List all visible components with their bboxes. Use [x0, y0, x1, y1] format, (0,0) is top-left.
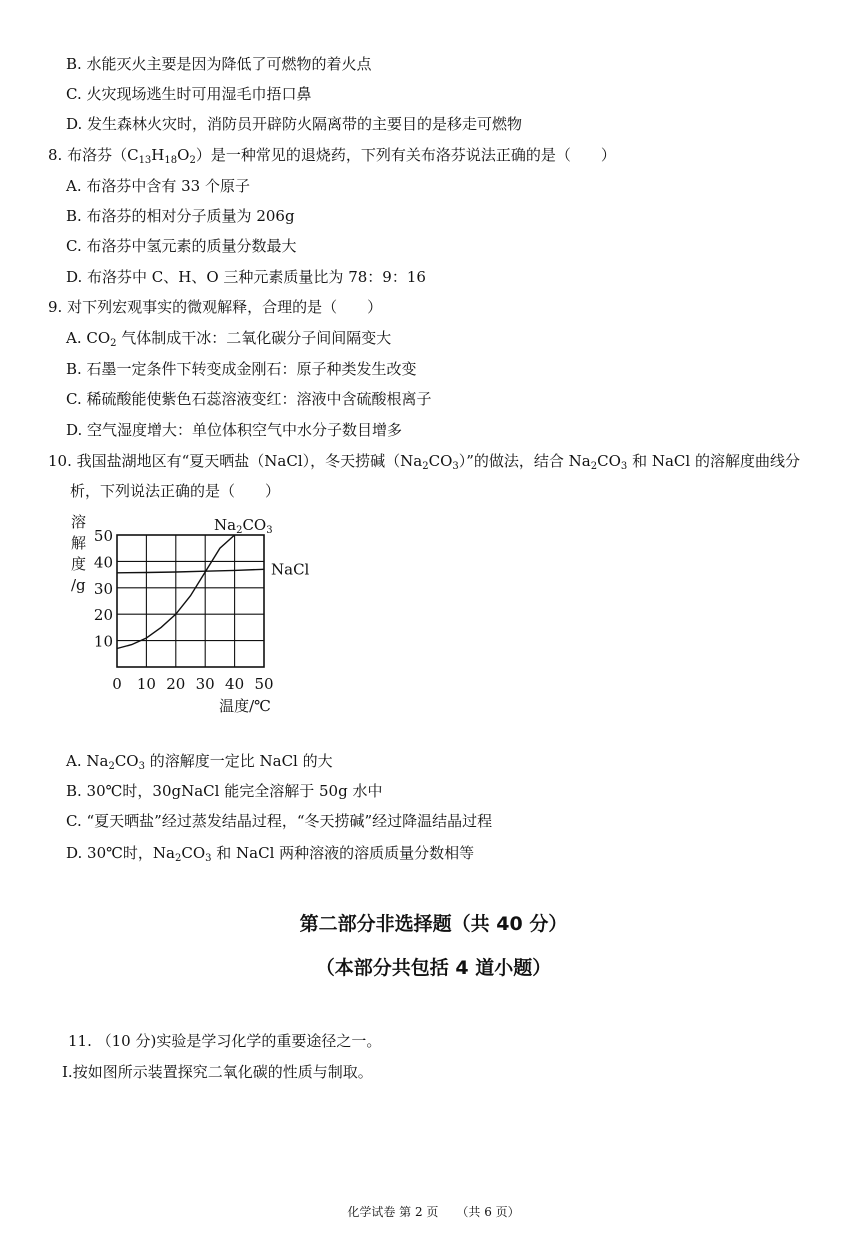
q10-option-c: C. “夏天晒盐”经过蒸发结晶过程，“冬天捞碱”经过降温结晶过程 — [66, 812, 493, 830]
y-axis-label-char: 溶 — [71, 513, 87, 531]
plot-frame — [117, 535, 264, 667]
y-tick-label: 20 — [93, 606, 113, 625]
q8-option-b: B. 布洛芬的相对分子质量为 206g — [66, 207, 295, 225]
q8-option-c: C. 布洛芬中氢元素的质量分数最大 — [66, 237, 297, 255]
q10-option-d: D. 30℃时，$Na_2CO_3$ 和 NaCl 两种溶液的溶质质量分数相等 — [66, 844, 475, 864]
q7-option-c: C. 火灾现场逃生时可用湿毛巾捂口鼻 — [66, 85, 312, 103]
y-axis-label-char: 解 — [71, 534, 87, 552]
y-tick-label: 50 — [93, 527, 113, 545]
q9-option-c: C. 稀硫酸能使紫色石蕊溶液变红：溶液中含硫酸根离子 — [66, 390, 432, 408]
nacl-curve — [117, 569, 264, 573]
y-tick-label: 10 — [93, 632, 113, 651]
x-axis-label: 温度/℃ — [219, 697, 271, 715]
x-tick-label: 30 — [195, 675, 215, 693]
series-label-nacl: NaCl — [271, 560, 310, 579]
q9-option-d: D. 空气湿度增大：单位体积空气中水分子数目增多 — [66, 421, 403, 439]
x-tick-label: 10 — [136, 675, 156, 693]
q7-option-d: D. 发生森林火灾时，消防员开辟防火隔离带的主要目的是移走可燃物 — [66, 115, 523, 133]
q10-option-a: A. $Na_2CO_3$ 的溶解度一定比 NaCl 的大 — [66, 752, 333, 772]
x-tick-label: 0 — [112, 675, 122, 693]
q10-option-b: B. 30℃时，30gNaCl 能完全溶解于 50g 水中 — [66, 782, 383, 800]
series-label-na2co3: $Na_2CO_3$ — [214, 516, 273, 536]
x-tick-label: 50 — [254, 675, 274, 693]
chart-grid — [117, 535, 264, 667]
q7-option-b: B. 水能灭火主要是因为降低了可燃物的着火点 — [66, 55, 372, 73]
part2-subtitle: （本部分共包括 4 道小题） — [315, 957, 552, 979]
q9-option-a: A. $CO_2$ 气体制成干冰：二氧化碳分子间间隔变大 — [66, 329, 392, 349]
q9-option-b: B. 石墨一定条件下转变成金刚石：原子种类发生改变 — [66, 360, 417, 378]
part2-title: 第二部分非选择题（共 40 分） — [299, 913, 568, 935]
q8-option-d: D. 布洛芬中 C、H、O 三种元素质量比为 78：9：16 — [66, 268, 426, 286]
q10-stem-line2: 析，下列说法正确的是（ ） — [70, 482, 281, 500]
y-axis-label-char: 度 — [71, 555, 87, 573]
page-footer: 化学试卷 第 2 页 （共 6 页） — [347, 1205, 520, 1219]
chart-curves — [117, 535, 264, 649]
q10-stem-line1: 10. 我国盐湖地区有“夏天晒盐（NaCl），冬天捞碱$(Na_2CO_3)$”的做法，结合 $Na_2CO_3$ 和 NaCl 的溶解度曲线分 — [48, 452, 800, 472]
q9-stem: 9. 对下列宏观事实的微观解释，合理的是（ ） — [48, 298, 383, 316]
x-tick-label: 40 — [225, 675, 245, 693]
q8-option-a: A. 布洛芬中含有 33 个原子 — [66, 177, 250, 195]
q8-stem: 8. 布洛芬$(C_{13}H_{18}O_2)$是一种常见的退烧药，下列有关布洛芬说法正确的是（ ） — [48, 146, 616, 166]
q11-part-1: Ⅰ.按如图所示装置探究二氧化碳的性质与制取。 — [62, 1063, 373, 1081]
q11-stem: 11. （10 分)实验是学习化学的重要途径之一。 — [68, 1032, 382, 1050]
solubility-chart — [60, 505, 320, 715]
y-axis-label-char: /g — [71, 576, 86, 594]
y-tick-label: 40 — [93, 553, 113, 572]
x-tick-label: 20 — [166, 675, 186, 693]
y-tick-label: 30 — [93, 579, 113, 598]
